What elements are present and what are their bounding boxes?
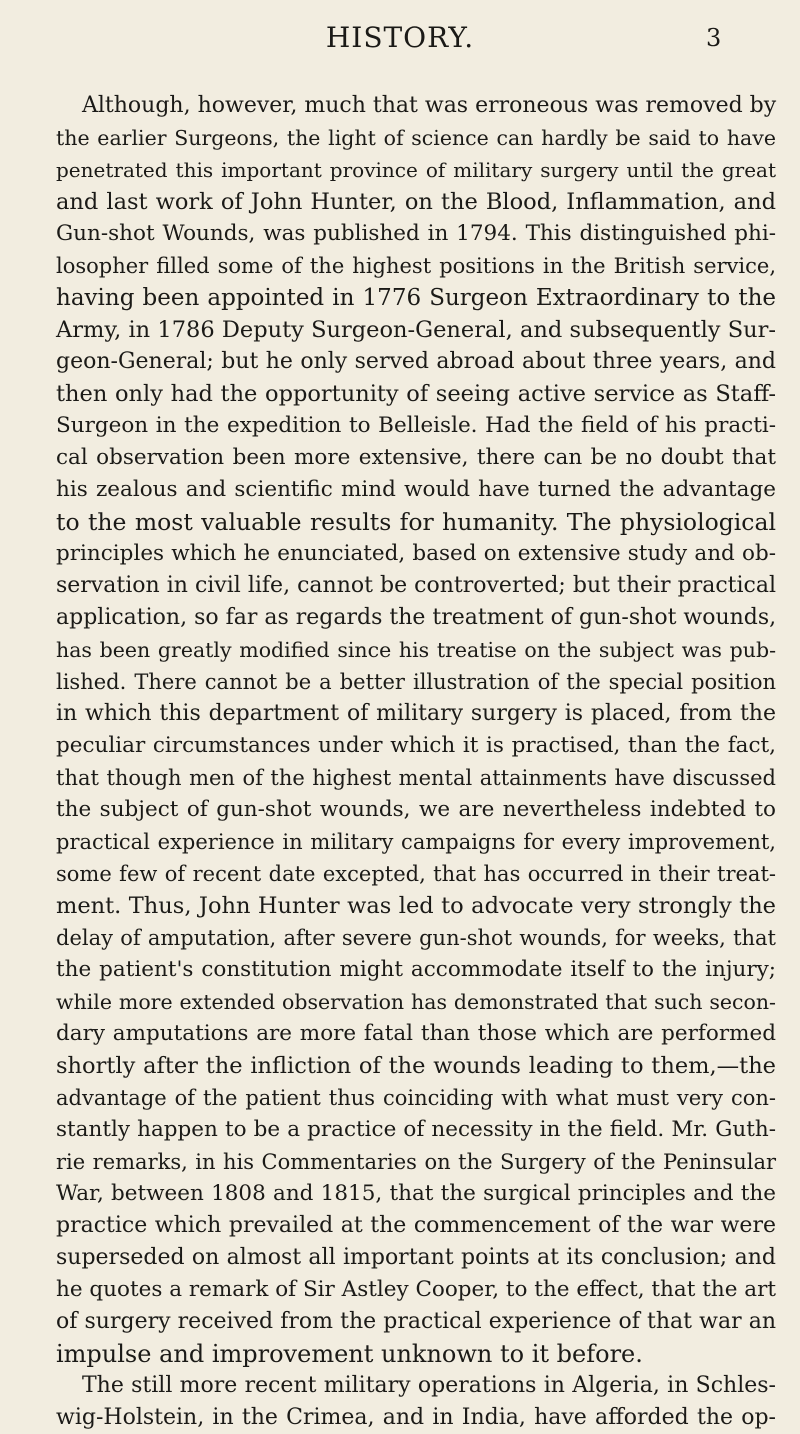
text-line: then only had the opportunity of seeing active service as Staff- [56,381,776,407]
text-line: impulse and improvement unknown to it before. [56,1340,643,1368]
text-line: penetrated this important province of military surgery until the great [56,158,776,182]
text-line: his zealous and scientific mind would have turned the advantage [56,477,776,502]
text-line: while more extended observation has demonstrated that such secon- [56,990,776,1014]
text-line: principles which he enunciated, based on extensive study and ob- [56,541,776,566]
text-line: some few of recent date excepted, that has occurred in their treat- [56,862,776,886]
page-number: 3 [706,24,722,52]
text-line: War, between 1808 and 1815, that the surgical principles and the [56,1181,776,1206]
text-line: practice which prevailed at the commencement of the war were [56,1213,776,1238]
text-line: practical experience in military campaigns for every improvement, [56,830,776,854]
body-text [56,90,776,1434]
text-line: losopher filled some of the highest positions in the British service, [56,254,776,278]
text-line: geon-General; but he only served abroad about three years, and [56,349,776,374]
text-line: superseded on almost all important points at its conclusion; and [56,1245,776,1270]
running-title: HISTORY. [325,21,475,54]
text-line: Gun-shot Wounds, was published in 1794. This distinguished phi- [56,221,776,246]
running-header [0,14,800,62]
text-line: Although, however, much that was erroneous was removed by [82,93,777,118]
text-line: stantly happen to be a practice of necessity in the field. Mr. Guth- [56,1117,776,1142]
text-line: dary amputations are more fatal than those which are performed [56,1021,776,1046]
text-line: application, so far as regards the treatment of gun-shot wounds, [56,605,777,630]
text-line: Army, in 1786 Deputy Surgeon-General, and subsequently Sur- [56,317,776,343]
text-line: shortly after the infliction of the wounds leading to them,—the [56,1053,776,1079]
text-line: cal observation been more extensive, there can be no doubt that [56,445,776,470]
text-line: of surgery received from the practical experience of that war an [56,1309,776,1334]
text-line: that though men of the highest mental attainments have discussed [56,766,776,790]
text-line: he quotes a remark of Sir Astley Cooper, to the effect, that the art [56,1277,776,1302]
text-line: in which this department of military surgery is placed, from the [56,701,776,726]
text-line: the patient's constitution might accommodate itself to the injury; [56,957,776,982]
text-line: peculiar circumstances under which it is practised, than the fact, [56,733,776,758]
text-line: having been appointed in 1776 Surgeon Extraordinary to the [56,285,776,311]
text-line: rie remarks, in his Commentaries on the Surgery of the Peninsular [56,1150,776,1174]
text-line: servation in civil life, cannot be controverted; but their practical [56,573,776,598]
text-line: advantage of the patient thus coinciding with what must very con- [56,1086,776,1110]
text-line: wig-Holstein, in the Crimea, and in India, have afforded the op- [56,1405,776,1430]
text-line: the earlier Surgeons, the light of science can hardly be said to have [56,126,776,150]
text-line: delay of amputation, after severe gun-shot wounds, for weeks, that [56,926,776,950]
text-line: and last work of John Hunter, on the Blood, Inflammation, and [56,189,776,215]
text-line: Surgeon in the expedition to Belleisle. Had the field of his practi- [56,413,776,438]
text-line: The still more recent military operations in Algeria, in Schles- [82,1373,776,1398]
text-line: the subject of gun-shot wounds, we are nevertheless indebted to [56,797,776,822]
text-line: lished. There cannot be a better illustration of the special position [56,670,776,694]
text-line: ment. Thus, John Hunter was led to advocate very strongly the [56,893,776,919]
text-line: to the most valuable results for humanity. The physiological [56,508,776,536]
text-line: has been greatly modified since his treatise on the subject was pub- [56,638,776,662]
